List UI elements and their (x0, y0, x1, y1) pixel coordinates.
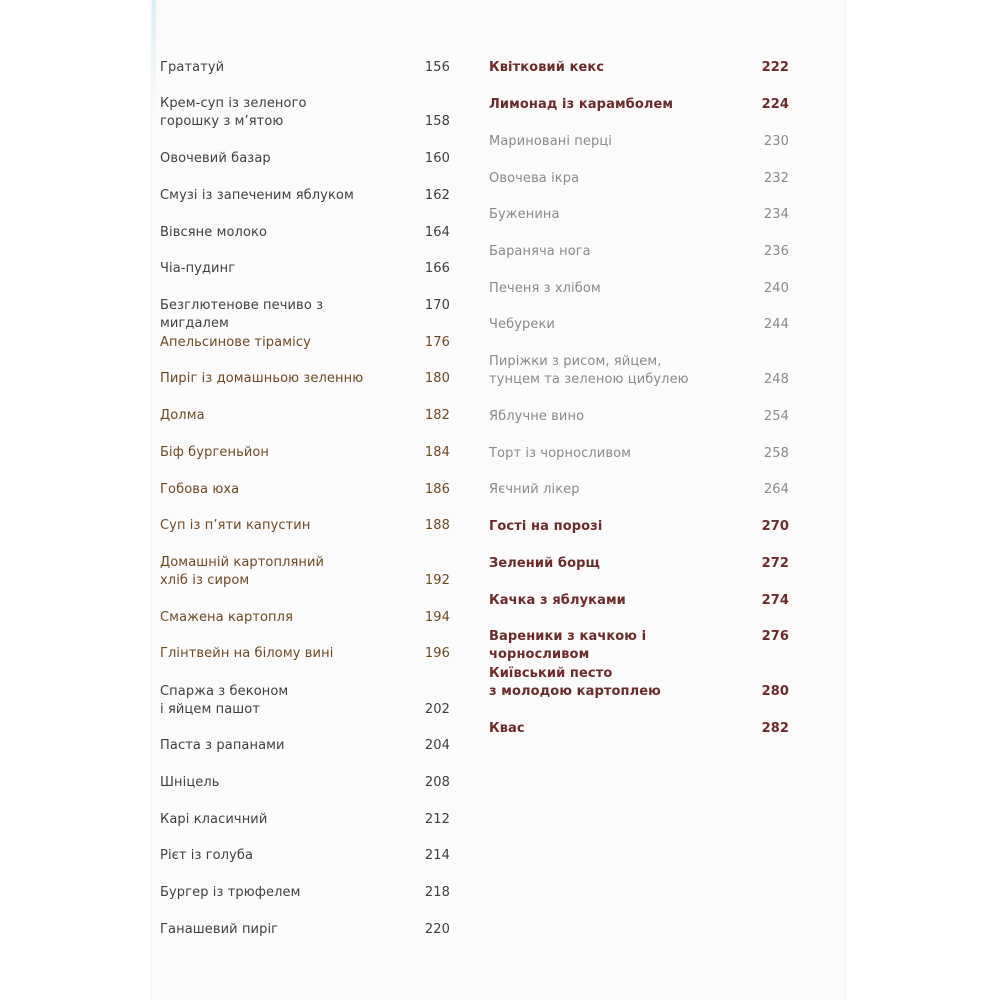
toc-entry-title: Апельсинове тірамісу (160, 335, 311, 350)
toc-entry (489, 59, 789, 77)
toc-entry-title: Київський песто з молодою картоплею (489, 666, 661, 699)
toc-entry-title: Квас (489, 721, 525, 736)
toc-entry (489, 555, 789, 573)
toc-entry (160, 444, 450, 462)
toc-entry-page-number: 170 (424, 298, 450, 313)
toc-entry-page-number: 156 (424, 60, 450, 75)
toc-entry-page-number: 258 (763, 446, 789, 461)
toc-entry-page-number: 208 (424, 775, 450, 790)
toc-entry (160, 554, 450, 590)
toc-entry (160, 224, 450, 242)
toc-entry-title: Домашній картопляний хліб із сиром (160, 555, 325, 588)
toc-entry-page-number: 212 (424, 812, 450, 827)
toc-entry-page-number: 270 (761, 519, 789, 534)
toc-entry-title: Глінтвейн на білому вині (160, 646, 334, 661)
toc-entry-page-number: 224 (761, 97, 789, 112)
toc-entry-page-number: 240 (763, 281, 789, 296)
toc-entry-title: Смажена картопля (160, 610, 293, 625)
toc-entry-page-number: 282 (761, 721, 789, 736)
toc-entry (489, 133, 789, 151)
toc-entry-page-number: 162 (424, 188, 450, 203)
toc-entry (160, 683, 450, 719)
toc-entry-page-number: 202 (424, 702, 450, 717)
toc-entry-title: Чебуреки (489, 317, 555, 332)
toc-entry-page-number: 276 (761, 629, 789, 644)
toc-entry-page-number: 280 (761, 684, 789, 699)
toc-entry-page-number: 272 (761, 556, 789, 571)
toc-entry (160, 59, 450, 77)
toc-entry-page-number: 184 (424, 445, 450, 460)
toc-entry-title: Овочева ікра (489, 171, 580, 186)
toc-entry-title: Крем-суп із зеленого горошку з м’ятою (160, 96, 307, 129)
toc-entry-page-number: 164 (424, 225, 450, 240)
toc-entry (489, 481, 789, 499)
toc-entry (160, 95, 450, 131)
toc-entry-page-number: 222 (761, 60, 789, 75)
toc-entry-title: Чіа-пудинг (160, 261, 236, 276)
toc-entry (160, 150, 450, 168)
toc-entry-title: Долма (160, 408, 205, 423)
toc-entry (160, 370, 450, 388)
toc-entry-title: Мариновані перці (489, 134, 613, 149)
toc-entry (160, 609, 450, 627)
toc-entry-title: Бургер із трюфелем (160, 885, 301, 900)
toc-entry (489, 280, 789, 298)
toc-entry (160, 884, 450, 902)
toc-entry-title: Печеня з хлібом (489, 281, 601, 296)
toc-entry-page-number: 244 (763, 317, 789, 332)
toc-entry-title: Ганашевий пиріг (160, 922, 279, 937)
toc-entry-page-number: 218 (424, 885, 450, 900)
toc-entry-page-number: 248 (763, 372, 789, 387)
toc-entry-title: Лимонад із карамболем (489, 97, 674, 112)
toc-entry (489, 243, 789, 261)
toc-entry (160, 297, 450, 331)
toc-entry-title: Вівсяне молоко (160, 225, 268, 240)
toc-entry (489, 445, 789, 463)
toc-entry (489, 720, 789, 738)
toc-entry-page-number: 274 (761, 593, 789, 608)
toc-entry-title: Рієт із голуба (160, 848, 254, 863)
toc-entry-title: Зелений борщ (489, 556, 601, 571)
toc-entry (489, 206, 789, 224)
toc-entry-page-number: 230 (763, 134, 789, 149)
toc-entry-title: Безглютенове печиво з мигдалем (160, 298, 324, 331)
toc-entry-title: Пиріг із домашньою зеленню (160, 371, 364, 386)
toc-entry-title: Шніцель (160, 775, 220, 790)
toc-entry (160, 811, 450, 829)
toc-entry-title: Грататуй (160, 60, 225, 75)
toc-entry-title: Качка з яблуками (489, 593, 626, 608)
toc-entry (489, 592, 789, 610)
toc-entry-title: Яблучне вино (489, 409, 585, 424)
toc-entry-title: Карі класичний (160, 812, 268, 827)
toc-entry (160, 334, 450, 352)
toc-entry-title: Буженина (489, 207, 560, 222)
toc-entry (489, 408, 789, 426)
toc-entry (160, 737, 450, 755)
toc-entry-page-number: 194 (424, 610, 450, 625)
toc-entry-page-number: 192 (424, 573, 450, 588)
toc-entry (160, 774, 450, 792)
toc-entry-title: Паста з рапанами (160, 738, 285, 753)
toc-entry (160, 517, 450, 535)
toc-entry-page-number: 180 (424, 371, 450, 386)
page-edge-tint (152, 0, 156, 120)
toc-entry-title: Смузі із запеченим яблуком (160, 188, 354, 203)
toc-entry-title: Яєчний лікер (489, 482, 580, 497)
toc-entry (489, 665, 789, 701)
toc-entry-page-number: 188 (424, 518, 450, 533)
toc-entry-page-number: 264 (763, 482, 789, 497)
toc-entry-page-number: 176 (424, 335, 450, 350)
toc-entry (160, 260, 450, 278)
toc-entry-title: Торт із чорносливом (489, 446, 632, 461)
toc-entry-page-number: 214 (424, 848, 450, 863)
toc-entry-title: Спаржа з беконом і яйцем пашот (160, 684, 289, 717)
toc-entry-title: Пиріжки з рисом, яйцем, тунцем та зеленою цибулею (489, 354, 689, 387)
toc-entry (160, 481, 450, 499)
toc-entry (489, 628, 789, 662)
toc-entry (160, 407, 450, 425)
toc-entry (489, 170, 789, 188)
toc-entry-title: Баранячa нога (489, 244, 591, 259)
toc-entry-page-number: 182 (424, 408, 450, 423)
toc-entry-page-number: 186 (424, 482, 450, 497)
toc-entry (489, 316, 789, 334)
toc-entry-page-number: 220 (424, 922, 450, 937)
toc-entry (160, 847, 450, 865)
toc-entry-page-number: 236 (763, 244, 789, 259)
toc-entry-title: Суп із п’яти капустин (160, 518, 311, 533)
toc-entry-title: Овочевий базар (160, 151, 271, 166)
toc-entry (160, 187, 450, 205)
toc-entry (160, 645, 450, 663)
toc-entry-title: Біф бургеньйон (160, 445, 270, 460)
toc-entry-title: Квітковий кекс (489, 60, 605, 75)
toc-entry-page-number: 254 (763, 409, 789, 424)
toc-entry-page-number: 158 (424, 114, 450, 129)
toc-entry (160, 921, 450, 939)
toc-entry (489, 518, 789, 536)
toc-entry-page-number: 204 (424, 738, 450, 753)
toc-entry-page-number: 160 (424, 151, 450, 166)
toc-entry-page-number: 166 (424, 261, 450, 276)
toc-entry-page-number: 234 (763, 207, 789, 222)
toc-entry-title: Гобова юха (160, 482, 240, 497)
toc-entry-page-number: 232 (763, 171, 789, 186)
toc-entry (489, 96, 789, 114)
toc-entry (489, 353, 789, 389)
toc-entry-page-number: 196 (424, 646, 450, 661)
toc-entry-title: Вареники з качкою і чорносливом (489, 629, 647, 662)
toc-entry-title: Гості на порозі (489, 519, 603, 534)
